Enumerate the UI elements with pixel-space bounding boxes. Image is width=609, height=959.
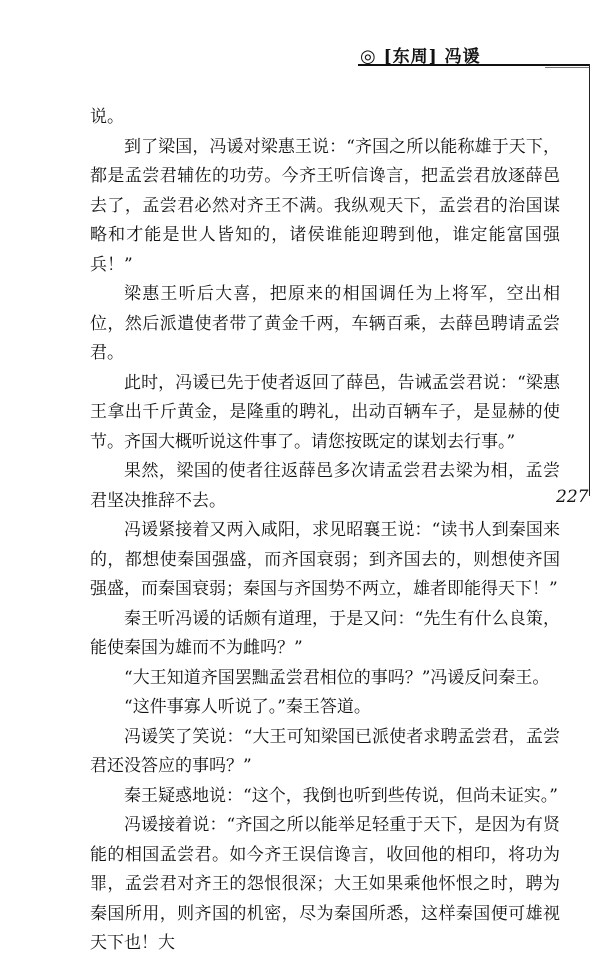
- circle-icon: ◎: [360, 46, 377, 67]
- body-text: [90, 103, 560, 959]
- paragraph: “这件事寡人听说了。”秦王答道。: [124, 697, 371, 717]
- paragraph: 梁惠王听后大喜，把原来的相国调任为上将军，空出相位，然后派遣使者带了黄金千两，车辆百乘，去薛邑聘请孟尝君。: [90, 284, 560, 363]
- paragraph: 果然，梁国的使者往返薛邑多次请孟尝君去梁为相，孟尝君坚决推辞不去。: [90, 461, 560, 511]
- paragraph: 到了梁国，冯谖对梁惠王说：“齐国之所以能称雄于天下，都是孟尝君辅佐的功劳。今齐王听信谗言，把孟尝君放逐薛邑去了，孟尝君必然对齐王不满。我纵观天下，孟尝君的治国谋略和才能是世人皆知的，诸侯谁能迎聘到他，谁定能富国强兵！”: [90, 136, 560, 275]
- paragraph: “大王知道齐国罢黜孟尝君相位的事吗？”冯谖反问秦王。: [124, 667, 550, 688]
- paragraph: 秦王听冯谖的话颇有道理，于是又问：“先生有什么良策，能使秦国为雄而不为雌吗？”: [90, 608, 560, 658]
- paragraph: 冯谖笑了笑说：“大王可知梁国已派使者求聘孟尝君，孟尝君还没答应的事吗？”: [90, 726, 560, 776]
- page-number: 227: [556, 487, 589, 507]
- paragraph: 冯谖接着说：“齐国之所以能举足轻重于天下，是因为有贤能的相国孟尝君。如今齐王误信谗言，收回他的相印，将功为罪，孟尝君对齐王的怨恨很深；大王如果乘他怀恨之时，聘为秦国所用，则齐国的机密，尽为秦国所悉，这样秦国便可雄视天下也！大: [90, 815, 560, 953]
- margin-rule: [589, 64, 590, 496]
- header-rule-secondary: [545, 67, 590, 68]
- paragraph: 秦王疑惑地说：“这个，我倒也听到些传说，但尚未证实。”: [124, 785, 558, 806]
- header-title: [东周] 冯谖: [383, 47, 481, 67]
- paragraph: 此时，冯谖已先于使者返回了薛邑，告诫孟尝君说：“梁惠王拿出千斤黄金，是隆重的聘礼，出动百辆车子，是显赫的使节。齐国大概听说这件事了。请您按既定的谋划去行事。”: [90, 372, 560, 452]
- header-rule: [358, 64, 590, 66]
- paragraph: 冯谖紧接着又两入咸阳，求见昭襄王说：“读书人到秦国来的，都想使秦国强盛，而齐国衰弱；到齐国去的，则想使齐国强盛，而秦国衰弱；秦国与齐国势不两立，雄者即能得天下！”: [90, 520, 560, 599]
- paragraph: 说。: [90, 107, 124, 127]
- running-header: [360, 42, 590, 66]
